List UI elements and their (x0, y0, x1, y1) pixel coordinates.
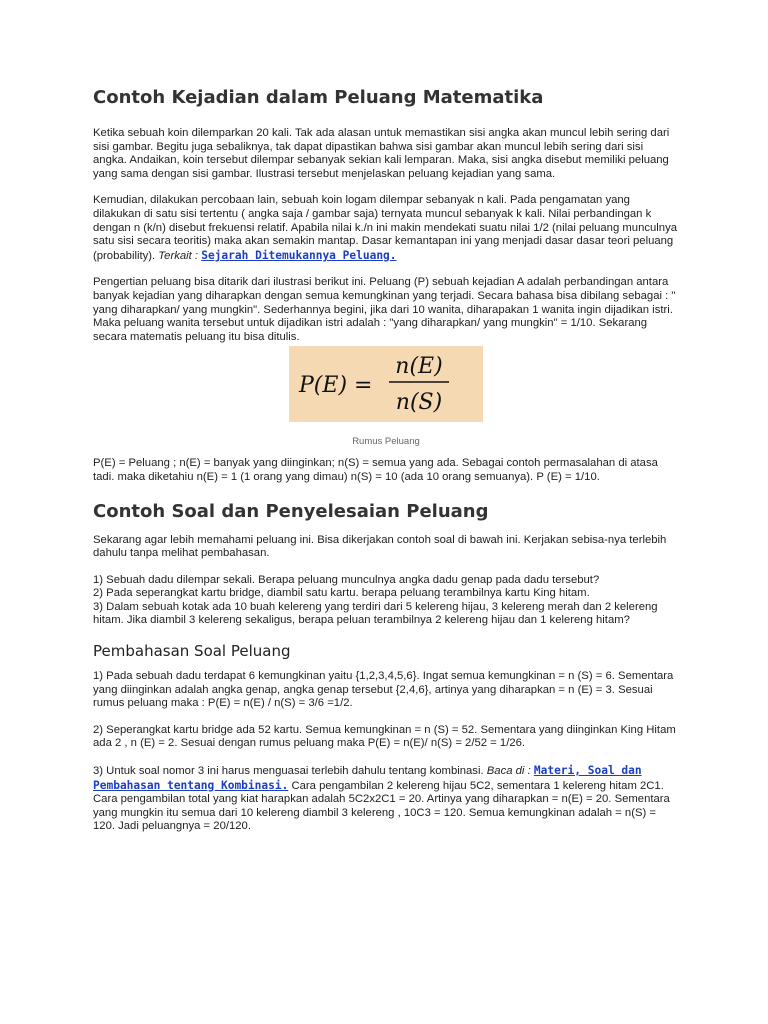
paragraph-definition: Pengertian peluang bisa ditarik dari ilustrasi berikut ini. Peluang (P) sebuah kejadian A adalah perbandingan antara banyak kejadian yang diharapkan dengan semua kemungkinan yang terjadi. Secara bahasa bisa dibilang sebagai : " yang diharapkan/ yang mungkin". Sederhannya begini, jika dari 10 wanita, diharapakan 1 wanita ingin dijadikan istri. Maka peluang wanita tersebut untuk dijadikan istri adalah : "yang diharapkan/ yang mungkin" = 1/10. Sekarang secara matematis peluang itu bisa ditulis. (93, 276, 676, 343)
read-label: Baca di : (486, 765, 531, 778)
answer-1: 1) Pada sebuah dadu terdapat 6 kemungkinan yaitu {1,2,3,4,5,6}. Ingat semua kemungkinan = n (S) = 6. Sementara yang diinginkan adalah angka genap, angka genap tersebut {2,4,6}, artinya yang diharapkan = n (E) = 3. Sesuai rumus peluang maka : P(E) = n(E) / n(S) = 3/6 =1/2. (93, 670, 674, 710)
formula-image (289, 346, 483, 422)
formula-numerator: n(E) (395, 354, 443, 380)
question-list (93, 574, 679, 628)
paragraph-relative-frequency (93, 194, 679, 263)
formula-figure (93, 346, 679, 427)
question-1: 1) Sebuah dadu dilempar sekali. Berapa peluang munculnya angka dadu genap pada dadu tersebut? (93, 573, 600, 586)
question-3: 3) Dalam sebuah kotak ada 10 buah kelereng yang terdiri dari 5 kelereng hijau, 3 kelereng merah dan 2 kelereng hitam. Jika diambil 3 kelereng sekaligus, berapa peluan terambilnya 2 kelereng hijau dan 1 kelereng hitam? (93, 600, 658, 627)
link-kombinasi[interactable]: Materi, Soal dan Pembahasan tentang Kombinasi. (93, 764, 642, 792)
related-label: Terkait : (158, 249, 199, 262)
paragraph-practice-intro: Sekarang agar lebih memahami peluang ini. Bisa dikerjakan contoh soal di bawah ini. Kerjakan sebisa-nya terlebih dahulu tanpa melihat pembahasan. (93, 533, 667, 560)
formula-denominator: n(S) (395, 390, 443, 416)
answer-3 (93, 764, 679, 834)
paragraph-formula-explanation: P(E) = Peluang ; n(E) = banyak yang diinginkan; n(S) = semua yang ada. Sebagai contoh permasalahan di atasa tadi. maka diketahiu n(E) = 1 (1 orang yang dimau) n(S) = 10 (ada 10 orang semuanya). P (E) = 1/10. (93, 457, 658, 483)
formula-caption: Rumus Peluang (352, 436, 420, 448)
section-title-pembahasan: Pembahasan Soal Peluang (93, 642, 291, 661)
answer-3-body: Cara pengambilan 2 kelereng hijau 5C2, sementara 1 kelereng hitam 2C1. Cara pengambilan total yang kiat harapkan adalah 5C2x2C1 = 20. Artinya yang diharapkan = n(E) = 20. Sementara yang mungkin itu semua dari 10 kelereng diambil 3 kelereng , 10C3 = 120. Semua kemungkinan adalah = n(S) = 120. Jadi peluangnya = 20/120. (93, 779, 670, 833)
article-body (93, 86, 679, 834)
paragraph-coin-intro: Ketika sebuah koin dilemparkan 20 kali. Tak ada alasan untuk memastikan sisi angka akan muncul lebih sering dari sisi gambar. Begitu juga sebaliknya, tak dapat dipastikan bahwa sisi gambar akan muncul lebih sering dari sisi angka. Andaikan, koin tersebut dilempar sebanyak sekian kali lemparan. Maka, sisi angka disebut memiliki peluang yang sama dengan sisi gambar. Ilustrasi tersebut menjelaskan peluang kejadian yang sama. (93, 127, 670, 180)
formula-lhs: P(E) = (299, 373, 373, 399)
link-sejarah-peluang[interactable]: Sejarah Ditemukannya Peluang. (201, 248, 397, 262)
section-title-contoh-kejadian: Contoh Kejadian dalam Peluang Matematika (93, 87, 544, 108)
section-title-contoh-soal: Contoh Soal dan Penyelesaian Peluang (93, 500, 489, 522)
answer-3-intro: 3) Untuk soal nomor 3 ini harus menguasai terlebih dahulu tentang kombinasi. (93, 765, 484, 778)
question-2: 2) Pada seperangkat kartu bridge, diambil satu kartu. berapa peluang terambilnya kartu King hitam. (93, 587, 590, 600)
probability-formula (289, 346, 483, 422)
paragraph-relative-frequency-text: Kemudian, dilakukan percobaan lain, sebuah koin logam dilempar sebanyak n kali. Pada pengamatan yang dilakukan di satu sisi tertentu ( angka saja / gambar saja) ternyata muncul sebanyak k kali. Nilai perbandingan k dengan n (k/n) disebut frekuensi relatif. Apabila nilai k./n ini makin mendekati suatu nilai 1/2 (nilai peluang munculnya satu sisi secara teoritis) maka akan semakin mantap. Dasar kemantapan ini yang menjadi dasar dasar teori peluang (probability). (93, 194, 678, 262)
answer-2: 2) Seperangkat kartu bridge ada 52 kartu. Semua kemungkinan = n (S) = 52. Sementara yang diinginkan King Hitam ada 2 , n (E) = 2. Sesuai dengan rumus peluang maka P(E) = n(E)/ n(S) = 2/52 = 1/26. (93, 723, 676, 750)
